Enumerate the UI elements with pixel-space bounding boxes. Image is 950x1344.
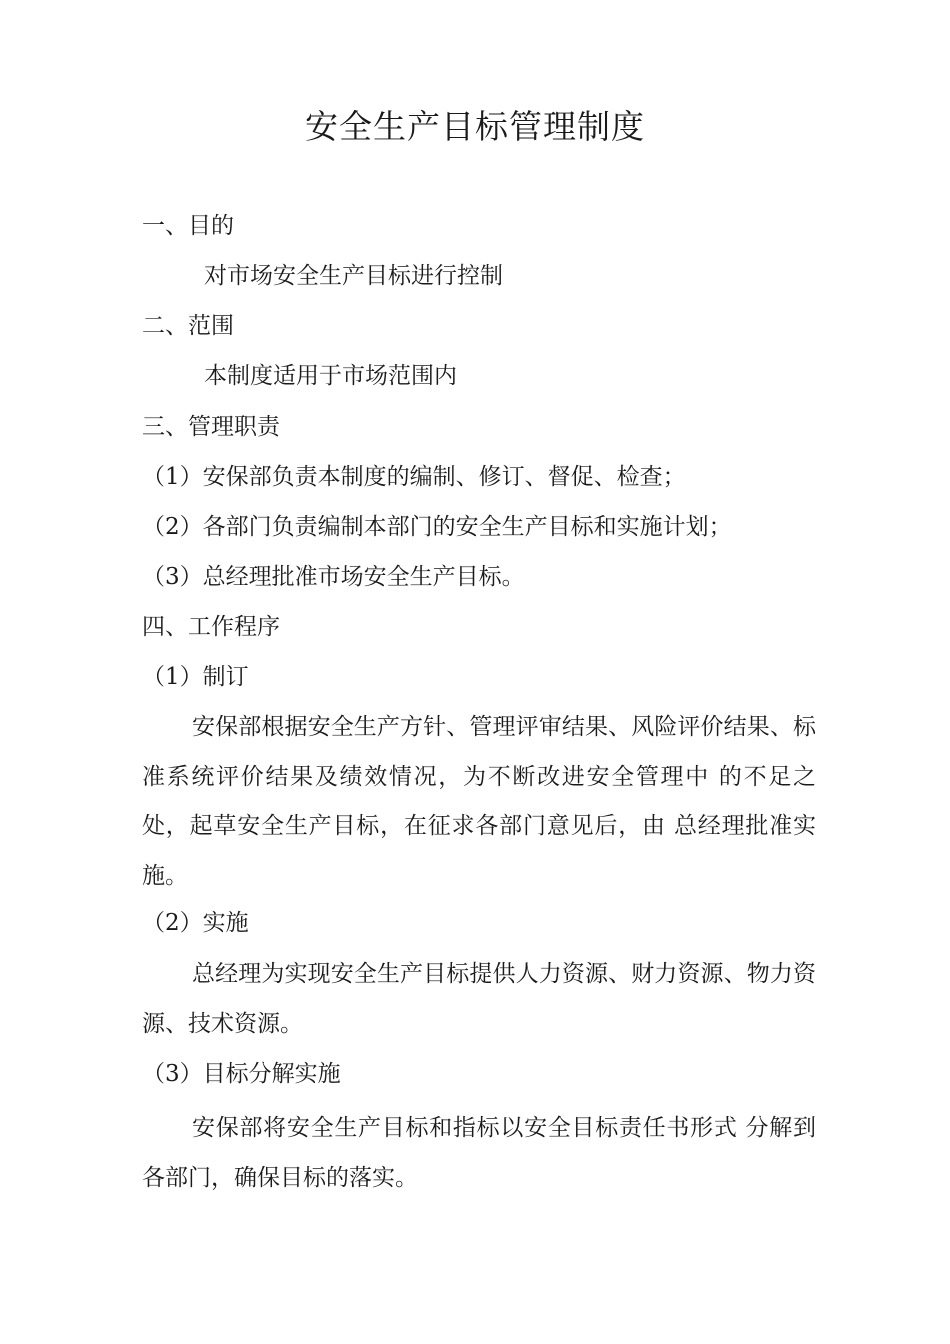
section-heading-purpose: 一、目的 (142, 213, 234, 239)
section-body-scope: 本制度适用于市场范围内 (204, 363, 457, 389)
section-heading-procedure: 四、工作程序 (142, 614, 280, 640)
procedure-subheading-implement: （2）实施 (142, 910, 249, 936)
section-heading-scope: 二、范围 (142, 313, 234, 339)
responsibility-item: （3）总经理批准市场安全生产目标。 (142, 564, 525, 590)
section-body-purpose: 对市场安全生产目标进行控制 (204, 263, 503, 289)
procedure-subheading-formulate: （1）制订 (142, 664, 249, 690)
procedure-body-implement: 总经理为实现安全生产目标提供人力资源、财力资源、物力资源、技术资源。 (142, 961, 816, 1037)
responsibility-item: （2）各部门负责编制本部门的安全生产目标和实施计划； (142, 514, 732, 540)
procedure-body-decompose: 安保部将安全生产目标和指标以安全目标责任书形式 分解到各部门，确保目标的落实。 (142, 1115, 816, 1191)
section-heading-responsibilities: 三、管理职责 (142, 414, 280, 440)
document-title: 安全生产目标管理制度 (305, 107, 645, 146)
responsibility-item: （1）安保部负责本制度的编制、修订、督促、检查； (142, 464, 686, 490)
procedure-subheading-decompose: （3）目标分解实施 (142, 1061, 341, 1087)
procedure-body-formulate: 安保部根据安全生产方针、管理评审结果、风险评价结果、标准系统评价结果及绩效情况，为不断改进安全管理中 的不足之处，起草安全生产目标，在征求各部门意见后，由 总经理批准实施。 (142, 714, 816, 889)
